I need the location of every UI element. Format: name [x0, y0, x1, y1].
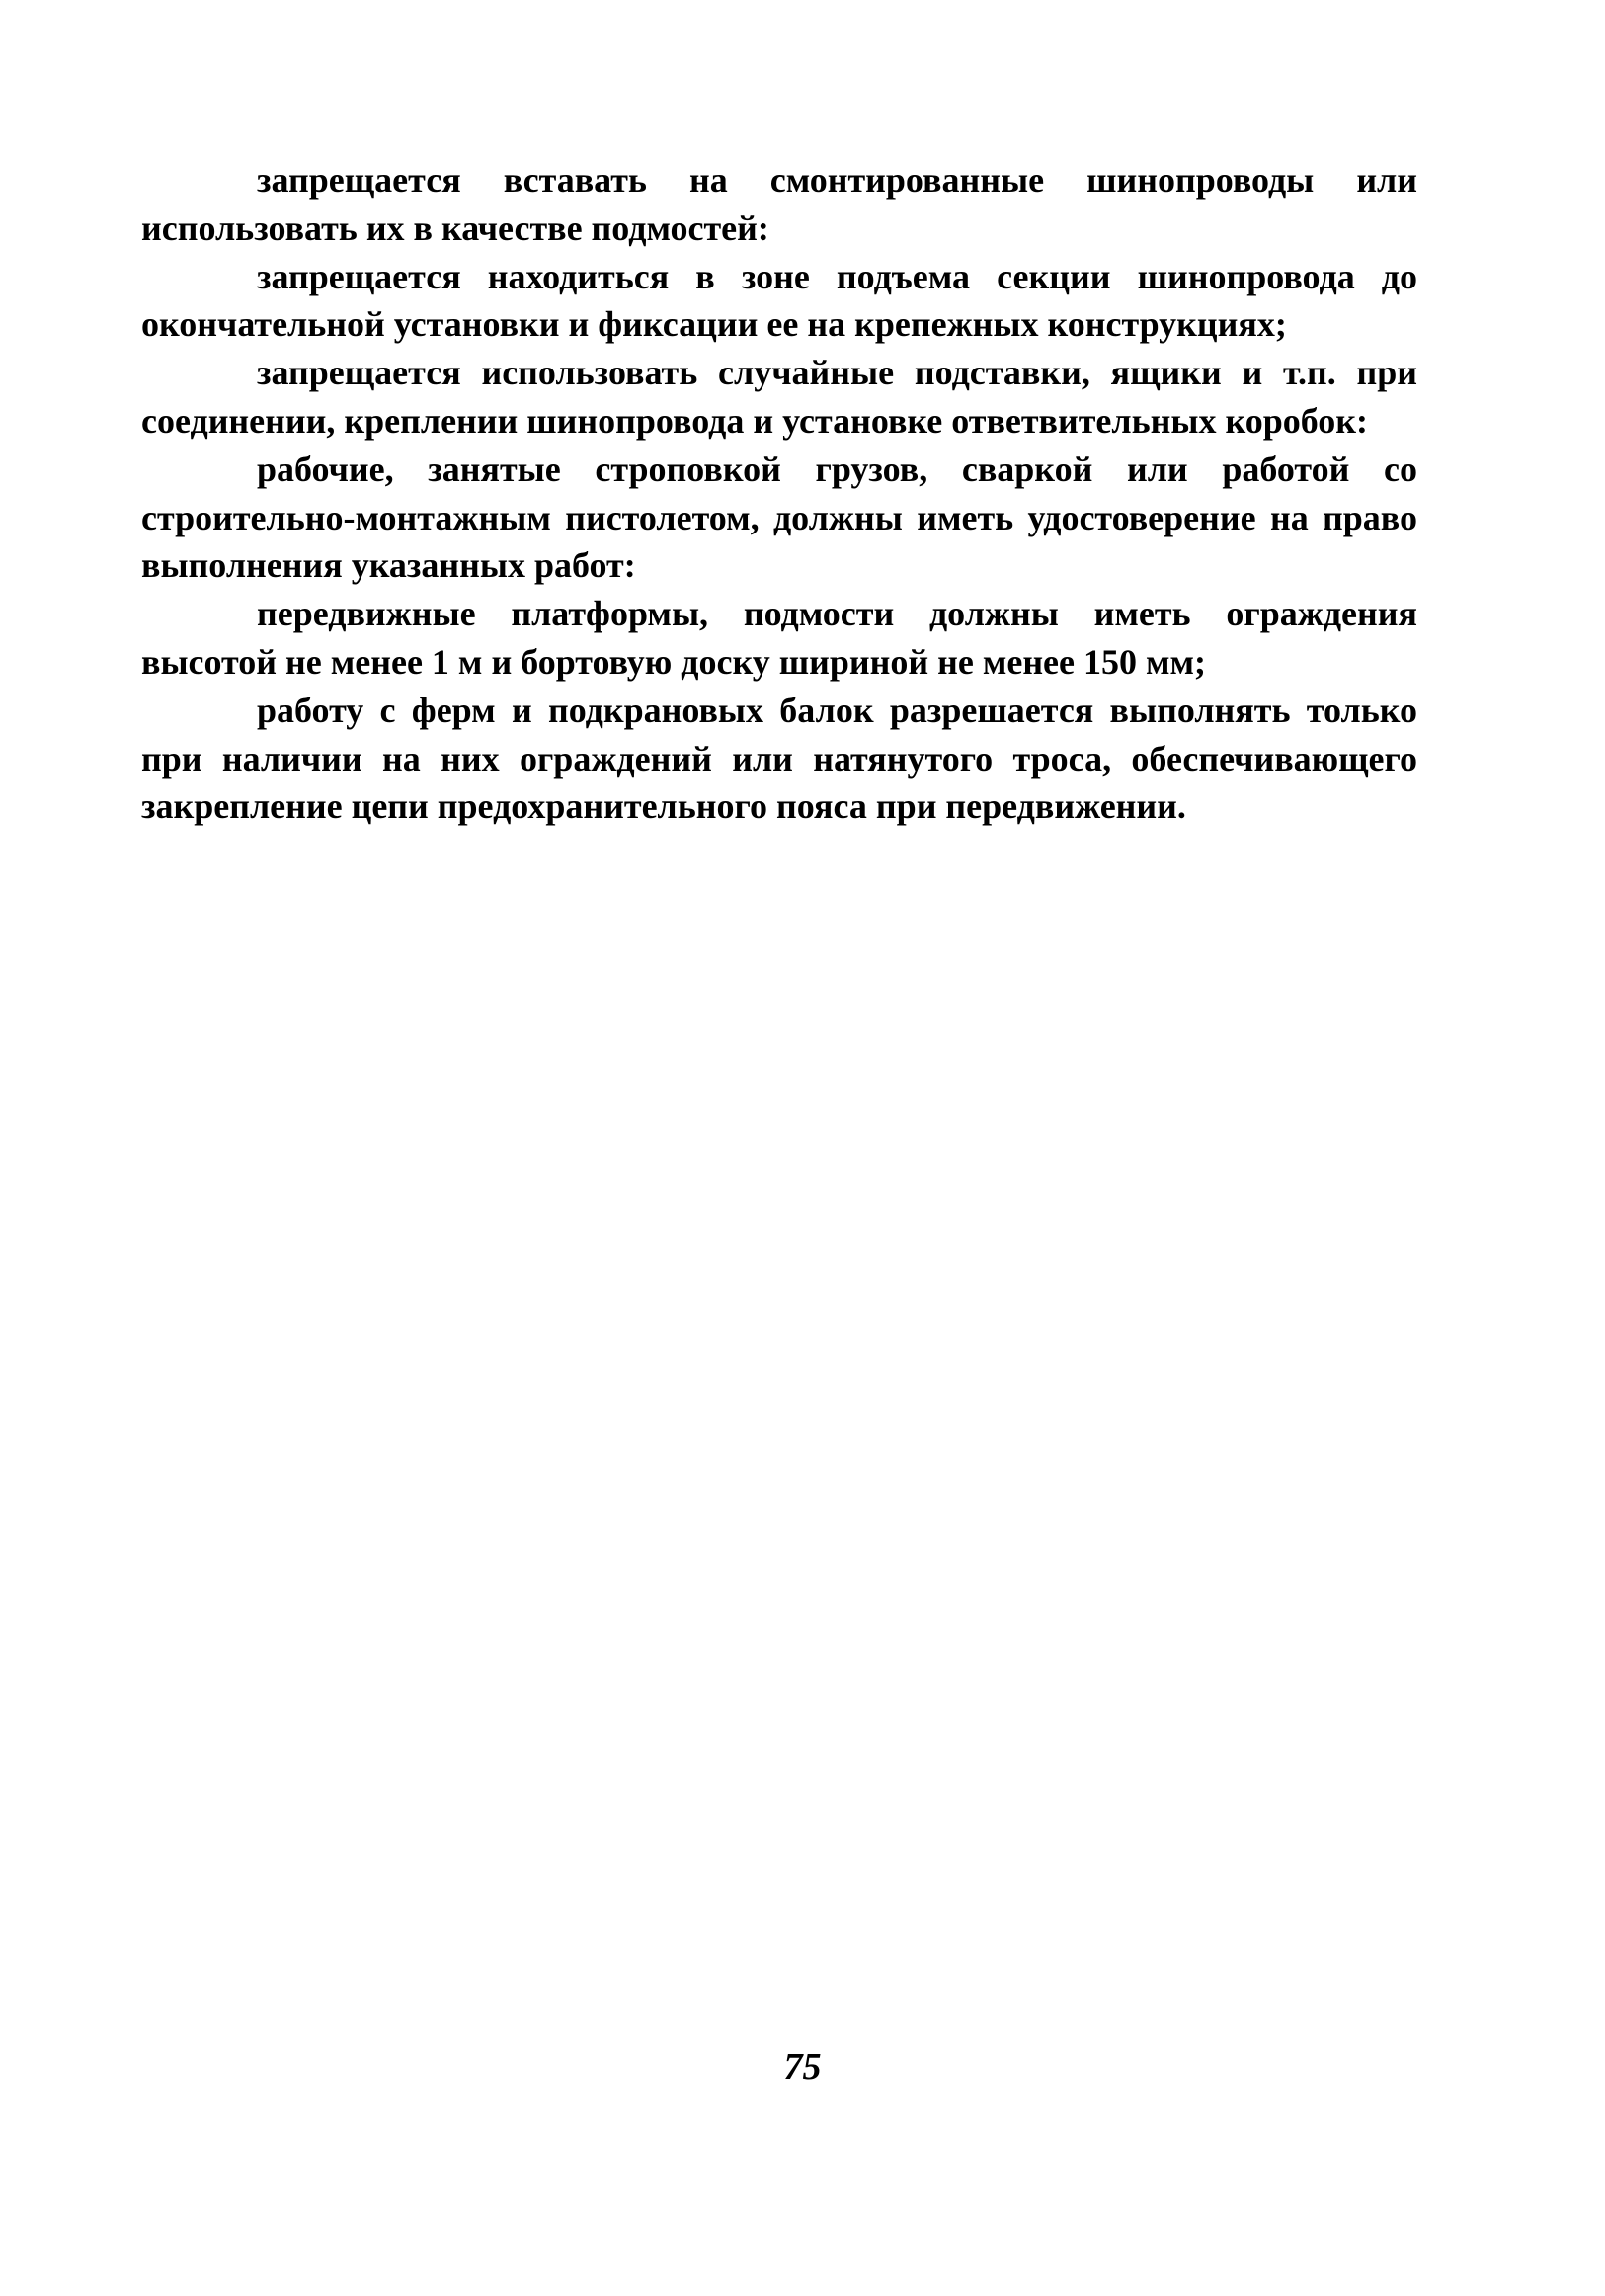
- paragraph-2: запрещается находиться в зоне подъема секции шинопровода до окончательной установки и фиксации ее на крепежных конструкциях;: [141, 256, 1417, 345]
- page-number: 75: [783, 2046, 822, 2088]
- paragraph-3: запрещается использовать случайные подставки, ящики и т.п. при соединении, креплении шинопровода и установке ответвительных коробок:: [141, 353, 1417, 441]
- paragraph-4: рабочие, занятые строповкой грузов, сваркой или работой со строительно-монтажным пистолетом, должны иметь удостоверение на право выполнения указанных работ:: [141, 449, 1417, 586]
- body-text: [141, 156, 1417, 831]
- paragraph-5: передвижные платформы, подмости должны иметь ограждения высотой не менее 1 м и бортовую доску шириной не менее 150 мм;: [141, 594, 1417, 682]
- paragraph-6: работу с ферм и подкрановых балок разрешается выполнять только при наличии на них ограждений или натянутого троса, обеспечивающего закрепление цепи предохранительного пояса при передвижении.: [141, 690, 1417, 827]
- paragraph-1: запрещается вставать на смонтированные шинопроводы или использовать их в качестве подмостей:: [141, 160, 1417, 248]
